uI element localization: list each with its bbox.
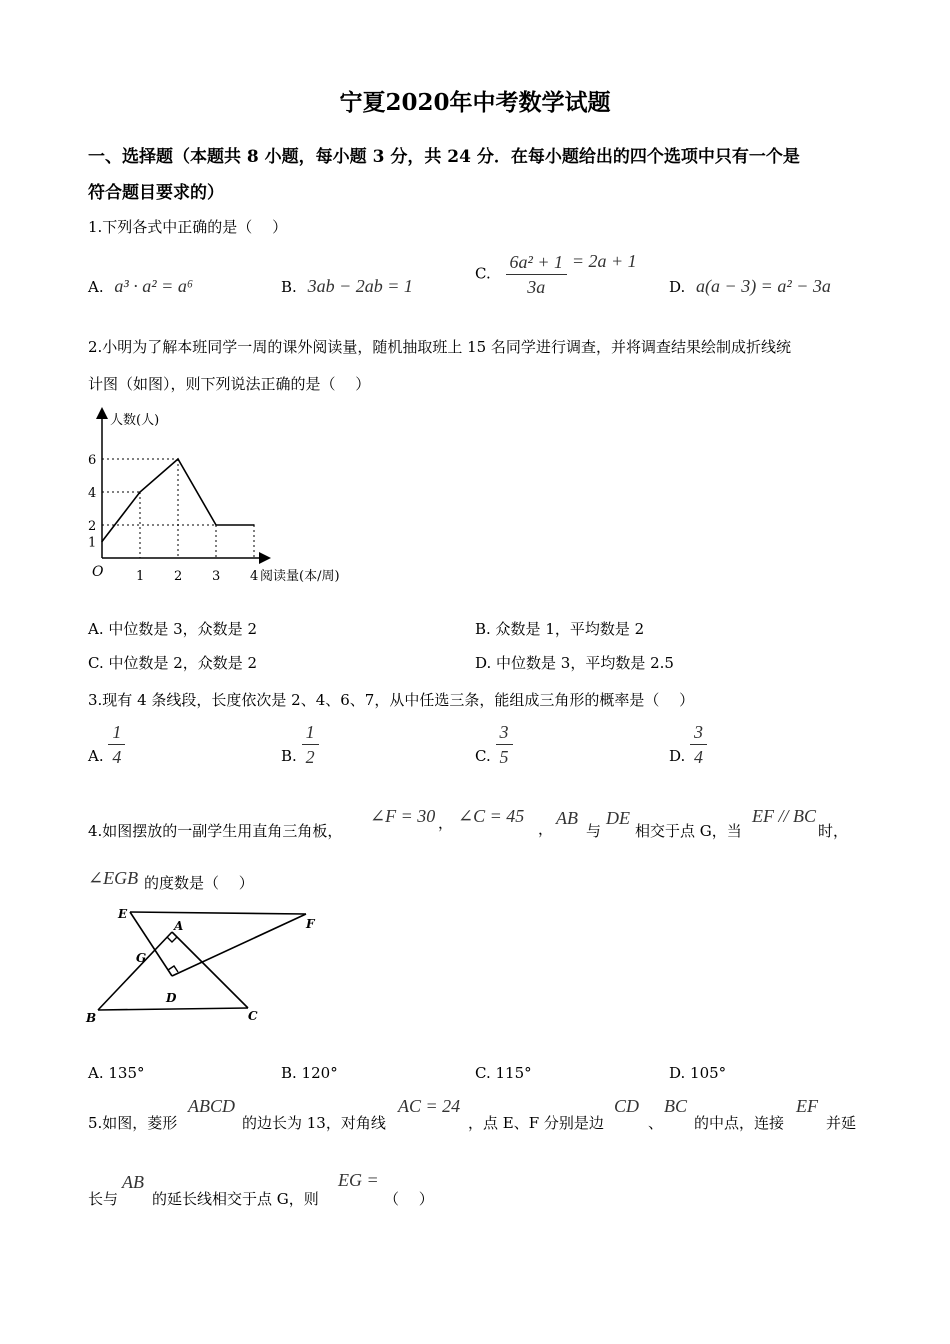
q1-d-label: D. xyxy=(669,278,686,296)
q1-c-rest: = 2a + 1 xyxy=(571,250,637,271)
q3-option-d xyxy=(669,720,707,769)
y-tick-label-2: 2 xyxy=(88,519,97,534)
label-c: C xyxy=(248,1009,258,1023)
q3-d-fraction xyxy=(690,720,707,769)
q4-text-intersect: 相交于点 G，当 xyxy=(635,822,742,840)
q2-option-d: D. 中位数是 3，平均数是 2.5 xyxy=(475,654,674,672)
q1-c-numerator: 6a² + 1 xyxy=(506,250,568,275)
q4-option-c: C. 115° xyxy=(475,1064,532,1082)
segment-bc xyxy=(98,1008,248,1010)
q1-c-denominator: 3a xyxy=(527,277,546,297)
q5-text8: 的延长线相交于点 G，则 xyxy=(152,1190,319,1208)
triangle-figure xyxy=(84,900,324,1030)
y-tick-label-4: 4 xyxy=(88,486,97,501)
q3-a-label: A. xyxy=(88,746,104,765)
data-point-0 xyxy=(101,541,103,543)
q5-segment-ef: EF xyxy=(796,1096,818,1116)
q4-segment-ab: AB xyxy=(556,808,578,828)
q3-b-label: B. xyxy=(281,746,297,765)
y-tick-label-1: 1 xyxy=(88,535,97,551)
label-e: E xyxy=(118,907,128,921)
q2-stem-line2: 计图（如图），则下列说法正确的是（ ） xyxy=(88,375,371,393)
q5-eg: EG = xyxy=(338,1170,379,1190)
q3-d-numerator: 3 xyxy=(690,720,707,745)
page-title: 宁夏2020年中考数学试题 xyxy=(339,89,611,116)
x-tick-label-4: 4 xyxy=(250,569,259,584)
q1-a-label: A. xyxy=(88,278,104,296)
q1-stem: 1.下列各式中正确的是（ ） xyxy=(88,218,288,236)
q1-a-math: a³ · a² = a⁶ xyxy=(114,276,194,296)
q4-text-when: 时， xyxy=(818,822,849,840)
q4-text-degree: 的度数是（ ） xyxy=(144,874,254,892)
segment-ba xyxy=(98,932,172,1010)
q5-text9: （ ） xyxy=(384,1190,434,1208)
q5-text4: 、 xyxy=(648,1114,664,1132)
q4-option-a: A. 135° xyxy=(88,1064,145,1082)
q1-b-math: 3ab − 2ab = 1 xyxy=(307,276,413,296)
q1-option-a xyxy=(88,276,193,297)
q3-option-a xyxy=(88,720,125,769)
q1-option-d xyxy=(669,276,831,297)
q3-a-numerator: 1 xyxy=(108,720,125,745)
label-g: G xyxy=(136,951,147,965)
label-a: A xyxy=(174,919,184,933)
segment-ef xyxy=(130,912,306,914)
q5-text5: 的中点，连接 xyxy=(694,1114,785,1132)
q5-text1: 5.如图，菱形 xyxy=(88,1114,178,1132)
q4-text-and: 与 xyxy=(586,822,602,840)
label-b: B xyxy=(86,1011,97,1025)
q3-b-numerator: 1 xyxy=(302,720,319,745)
q3-option-b xyxy=(281,720,319,769)
q3-c-label: C. xyxy=(475,746,491,765)
q4-option-d: D. 105° xyxy=(669,1064,727,1082)
q1-option-b xyxy=(281,276,413,297)
q3-a-denominator: 4 xyxy=(112,747,122,767)
q1-c-fraction xyxy=(506,250,568,299)
y-axis-label: 人数(人) xyxy=(110,413,160,428)
q4-option-b: B. 120° xyxy=(281,1064,338,1082)
q1-d-math: a(a − 3) = a² − 3a xyxy=(696,276,831,296)
q5-segment-ab: AB xyxy=(122,1172,144,1192)
q5-text7: 长与 xyxy=(88,1190,119,1208)
q3-option-c xyxy=(475,720,513,769)
q5-diagonal: AC = 24 xyxy=(398,1096,461,1116)
x-axis-label: 阅读量(本/周) xyxy=(260,569,340,584)
q5-rhombus: ABCD xyxy=(188,1096,235,1116)
data-point-4 xyxy=(253,524,255,526)
q3-d-denominator: 4 xyxy=(694,747,704,767)
q4-angle-f: ∠F = 30 xyxy=(370,806,436,826)
data-point-2 xyxy=(177,458,179,460)
right-angle-a xyxy=(167,937,177,942)
q1-c-label: C. xyxy=(475,264,491,283)
q5-side-bc: BC xyxy=(664,1096,688,1116)
q2-stem-line1: 2.小明为了解本班同学一周的课外阅读量，随机抽取班上 15 名同学进行调查，并将调查结果绘制成折线统 xyxy=(88,338,791,356)
q3-d-label: D. xyxy=(669,746,686,765)
data-point-1 xyxy=(139,491,141,493)
q5-text3: ，点 E、F 分别是边 xyxy=(468,1114,604,1132)
x-tick-label-1: 1 xyxy=(136,569,145,584)
q3-c-denominator: 5 xyxy=(499,747,509,767)
q4-angle-c: ∠C = 45 xyxy=(458,806,525,826)
section-heading-line2: 符合题目要求的） xyxy=(88,183,224,203)
q3-b-fraction xyxy=(302,720,319,769)
q4-angle-egb: ∠EGB xyxy=(88,868,139,888)
q3-a-fraction xyxy=(108,720,125,769)
x-tick-label-2: 2 xyxy=(174,569,183,584)
data-point-3 xyxy=(215,524,217,526)
q1-option-c xyxy=(475,250,637,299)
q4-comma2: ， xyxy=(538,820,554,838)
q1-b-label: B. xyxy=(281,278,297,296)
q3-b-denominator: 2 xyxy=(305,747,315,767)
q4-segment-de: DE xyxy=(606,808,630,828)
q5-text2: 的边长为 13，对角线 xyxy=(242,1114,386,1132)
x-tick-label-3: 3 xyxy=(212,569,221,584)
reading-line-chart xyxy=(86,404,376,594)
label-d: D xyxy=(166,991,177,1005)
q5-side-cd: CD xyxy=(614,1096,640,1116)
q2-option-c: C. 中位数是 2，众数是 2 xyxy=(88,654,258,672)
section-heading-line1: 一、选择题（本题共 8 小题，每小题 3 分，共 24 分．在每小题给出的四个选项中只有一个是 xyxy=(88,147,800,167)
q2-option-b: B. 众数是 1，平均数是 2 xyxy=(475,620,645,638)
segment-df xyxy=(172,914,306,976)
q3-stem: 3.现有 4 条线段，长度依次是 2、4、6、7，从中任选三条，能组成三角形的概率是（ ） xyxy=(88,691,695,709)
q2-option-a: A. 中位数是 3，众数是 2 xyxy=(88,620,257,638)
q4-stem-a: 4.如图摆放的一副学生用直角三角板， xyxy=(88,822,343,840)
segment-ed xyxy=(130,912,172,976)
label-f: F xyxy=(306,917,315,931)
origin-label: O xyxy=(92,564,104,580)
q5-text6: 并延 xyxy=(826,1114,857,1132)
q3-c-fraction xyxy=(496,720,513,769)
q4-comma1: ， xyxy=(438,814,454,832)
q4-parallel: EF // BC xyxy=(752,806,816,826)
y-tick-label-6: 6 xyxy=(88,453,97,468)
q3-c-numerator: 3 xyxy=(496,720,513,745)
